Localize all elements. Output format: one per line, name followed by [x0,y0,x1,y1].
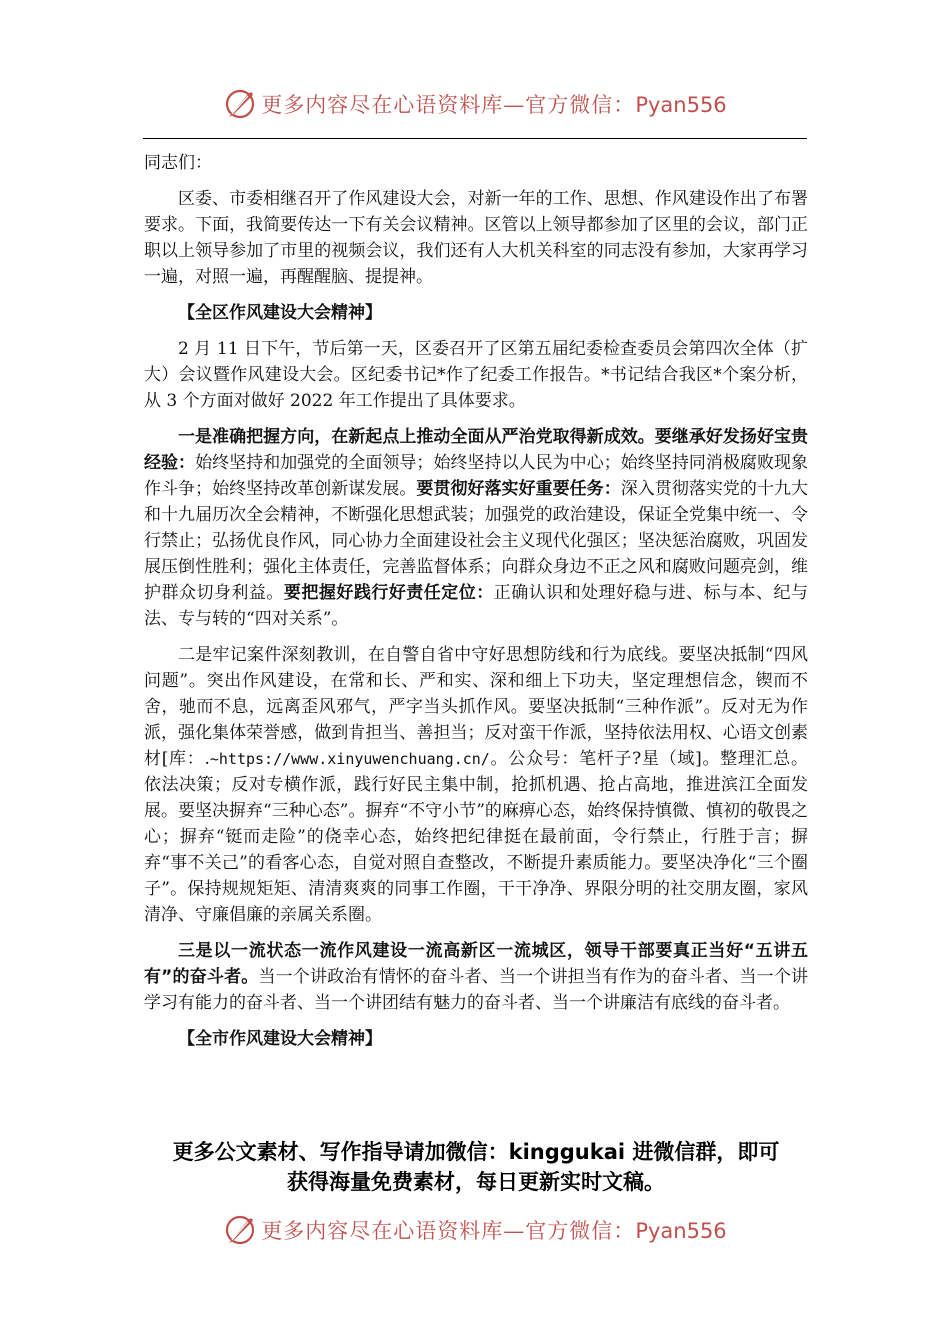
point-one-text-1: 始终坚持和加强党的全面领导；始终坚持以人民为中心；始终坚持同消极腐败现象作斗争；始终坚持改革创新谋发展。 [144,453,809,499]
header-wechat-id: Pyan556 [635,93,727,117]
promo-line-1: 更多公文素材、写作指导请加微信：kinggukai 进微信群，即可 [172,1140,780,1164]
point-one-role-lead: 要把握好践行好责任定位： [283,583,494,603]
quill-logo-icon [223,87,257,121]
point-one-paragraph [144,424,808,632]
header-banner [0,84,950,124]
section-heading-district: 【全区作风建设大会精神】 [178,303,382,323]
point-two-paragraph [144,642,808,928]
greeting: 同志们： [144,153,212,173]
point-one-lead: 一是准确把握方向，在新起点上推动全面从严治党取得新成效。要继承好发扬好宝贵经验： [144,427,808,473]
promo-line-2: 获得海量免费素材，每日更新实时文稿。 [287,1170,665,1194]
footer-banner [0,1210,950,1250]
header-divider [143,138,807,139]
point-two-text-2: 。公众号：笔杆子?星（域]。整理汇总。依法决策；反对专横作派，践行好民主集中制，抢抓机遇、抢占高地，推进滨江全面发展。要坚决摒弃“三种心态”。摒弃“不守小节”的麻痹心态，始终保持慎微、慎初的敬畏之心；摒弃“铤而走险”的侥幸心态，始终把纪律挺在最前面，令行禁止，行胜于言；摒弃“事不关己”的看客心态，自觉对照自查整改，不断提升素质能力。要坚决净化“三个圈子”。保持规规矩矩、清清爽爽的同事工作圈，干干净净、界限分明的社交朋友圈，家风清净、守廉倡廉的亲属关系圈。 [144,749,808,925]
point-three-text: 当一个讲政治有情怀的奋斗者、当一个讲担当有作为的奋斗者、当一个讲学习有能力的奋斗者、当一个讲团结有魅力的奋斗者、当一个讲廉洁有底线的奋斗者。 [144,967,808,1013]
intro-paragraph: 区委、市委相继召开了作风建设大会，对新一年的工作、思想、作风建设作出了布署要求。下面，我简要传达一下有关会议精神。区管以上领导都参加了区里的会议，部门正职以上领导参加了市里的视频会议，我们还有人大机关科室的同志没有参加，大家再学习一遍，对照一遍，再醒醒脑、提提神。 [144,189,808,287]
point-one-text-2: 深入贯彻落实党的十九大和十九届历次全会精神，不断强化思想武装；加强党的政治建设，保证全党集中统一、令行禁止；弘扬优良作风，同心协力全面建设社会主义现代化强区；坚决惩治腐败，巩固发展压倒性胜利；强化主体责任，完善监督体系；向群众身边不正之风和腐败问题亮剑，维护群众切身利益。 [144,479,809,603]
section-heading-city: 【全市作风建设大会精神】 [178,1029,382,1049]
header-banner-text: 更多内容尽在心语资料库—官方微信：Pyan556 [261,93,727,117]
footer-wechat-id: Pyan556 [635,1219,727,1243]
promo-block [144,1137,808,1197]
point-two-url-part-2: www.xinyuwenchuang.cn/ [291,750,490,768]
point-three-paragraph [144,938,808,1016]
point-one-text-3: 正确认识和处理好稳与进、标与本、纪与法、专与转的“四对关系”。 [144,583,809,629]
point-one-task-lead: 要贯彻好落实好重要任务： [416,479,621,499]
district-meeting-paragraph: 2 月 11 日下午，节后第一天，区委召开了区第五届纪委检查委员会第四次全体（扩大）会议暨作风建设大会。区纪委书记*作了纪委工作报告。*书记结合我区*个案分析，从 3 个方面对做好 2022 年工作提出了具体要求。 [144,339,808,411]
document-body [144,150,808,1052]
point-two-url-part-1: ~https:// [209,750,292,768]
point-three-lead: 三是以一流状态一流作风建设一流高新区一流城区，领导干部要真正当好“五讲五有”的奋斗者。 [144,941,808,987]
footer-banner-text: 更多内容尽在心语资料库—官方微信：Pyan556 [261,1219,727,1243]
point-two-text-1: 二是牢记案件深刻教训，在自警自省中守好思想防线和行为底线。要坚决抵制“四风问题”。突出作风建设，在常和长、严和实、深和细上下功夫，坚定理想信念，锲而不舍，驰而不息，远离歪风邪气，严字当头抓作风。要坚决抵制“三种作派”。反对无为作派，强化集体荣誉感，做到肯担当、善担当；反对蛮干作派，坚持依法用权、心语文创素材[库：. [144,645,808,769]
quill-logo-icon [223,1213,257,1247]
